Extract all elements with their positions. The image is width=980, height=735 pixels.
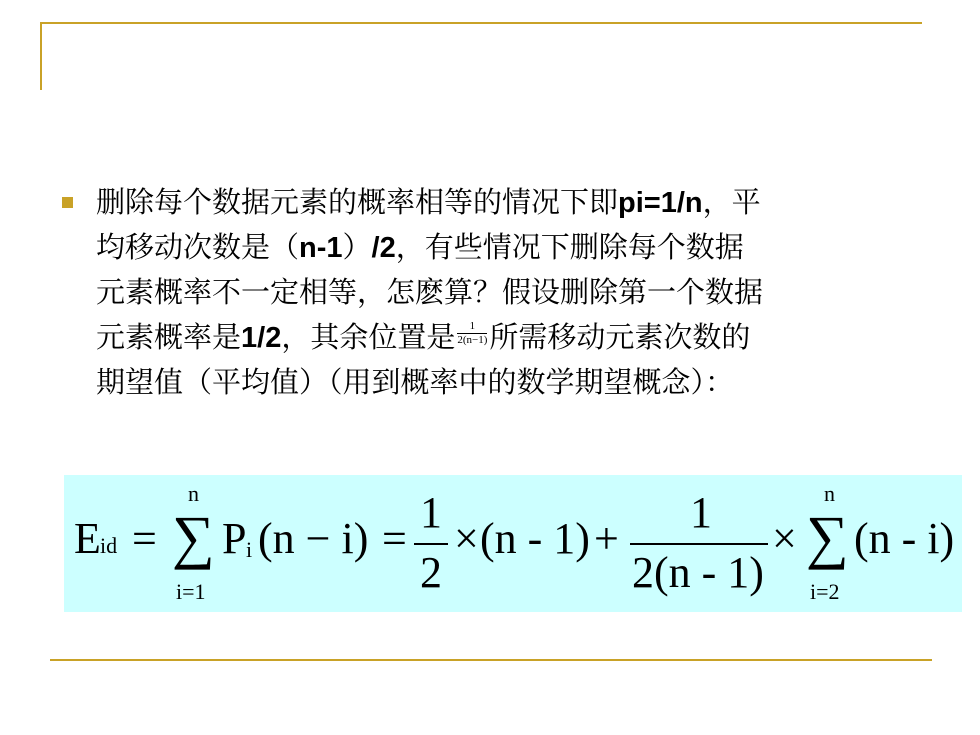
formula-equals-2: = <box>382 514 407 563</box>
frac2-bar <box>630 543 768 545</box>
text-segment: 期望值（平均值）（用到概率中的数学期望概念）： <box>96 365 735 399</box>
formula-equals-1: = <box>132 514 157 563</box>
sum1-lower-limit: i=1 <box>176 579 206 604</box>
left-frame-line <box>40 22 42 90</box>
text-segment: 均移动次数是（ <box>96 230 300 264</box>
formula-P: P <box>222 514 247 563</box>
formula-text: 1/2 <box>241 322 282 354</box>
text-segment: 所需移动元素次数的 <box>489 320 751 354</box>
frac2-denominator: 2(n - 1) <box>632 548 764 597</box>
inline-fraction <box>457 320 487 347</box>
formula-box <box>64 475 962 612</box>
top-frame-line <box>40 22 922 24</box>
times-sign-1: × <box>454 514 479 563</box>
paragraph-line-4 <box>96 315 926 360</box>
inline-fraction-numerator: 1 <box>457 320 487 334</box>
frac1-bar <box>414 543 448 545</box>
sum1-sigma: ∑ <box>172 504 215 570</box>
formula-text: /2 <box>371 232 396 264</box>
text-segment: 元素概率不一定相等，怎麽算？假设删除第一个数据 <box>96 275 764 309</box>
sum2-lower-limit: i=2 <box>810 579 840 604</box>
frac1-denominator: 2 <box>420 548 442 597</box>
inline-fraction-denominator: 2(n−1) <box>457 333 488 346</box>
plus-sign: + <box>594 514 619 563</box>
text-segment: 删除每个数据元素的概率相等的情况下即 <box>96 185 619 219</box>
formula-E: E <box>74 514 101 563</box>
text-segment: ） <box>342 230 372 264</box>
formula-P-subscript: i <box>246 537 253 562</box>
formula-term-n-minus-1: (n - 1) <box>480 514 590 563</box>
text-segment: ，平 <box>702 185 761 219</box>
formula-text: pi=1/n <box>618 187 703 219</box>
sum1-upper-limit: n <box>188 481 199 506</box>
paragraph-line-3 <box>96 270 926 315</box>
times-sign-2: × <box>772 514 797 563</box>
bullet-square <box>62 197 73 208</box>
bottom-rule <box>50 659 932 661</box>
paragraph-line-1 <box>96 180 926 225</box>
formula-text: n-1 <box>299 232 343 264</box>
frac2-numerator: 1 <box>690 488 712 537</box>
sum2-upper-limit: n <box>824 481 835 506</box>
sum2-sigma: ∑ <box>806 504 849 570</box>
paragraph-line-2 <box>96 225 926 270</box>
formula-term-n-minus-i: (n − i) <box>258 514 369 563</box>
body-paragraph <box>96 180 926 405</box>
frac1-numerator: 1 <box>420 488 442 537</box>
expectation-formula <box>64 475 962 612</box>
text-segment: 元素概率是 <box>96 320 242 354</box>
formula-E-subscript: id <box>100 533 118 558</box>
paragraph-line-5 <box>96 360 926 405</box>
formula-term-n-minus-i-2: (n - i) <box>854 514 955 563</box>
text-segment: ，有些情况下删除每个数据 <box>395 230 744 264</box>
text-segment: ，其余位置是 <box>281 320 456 354</box>
